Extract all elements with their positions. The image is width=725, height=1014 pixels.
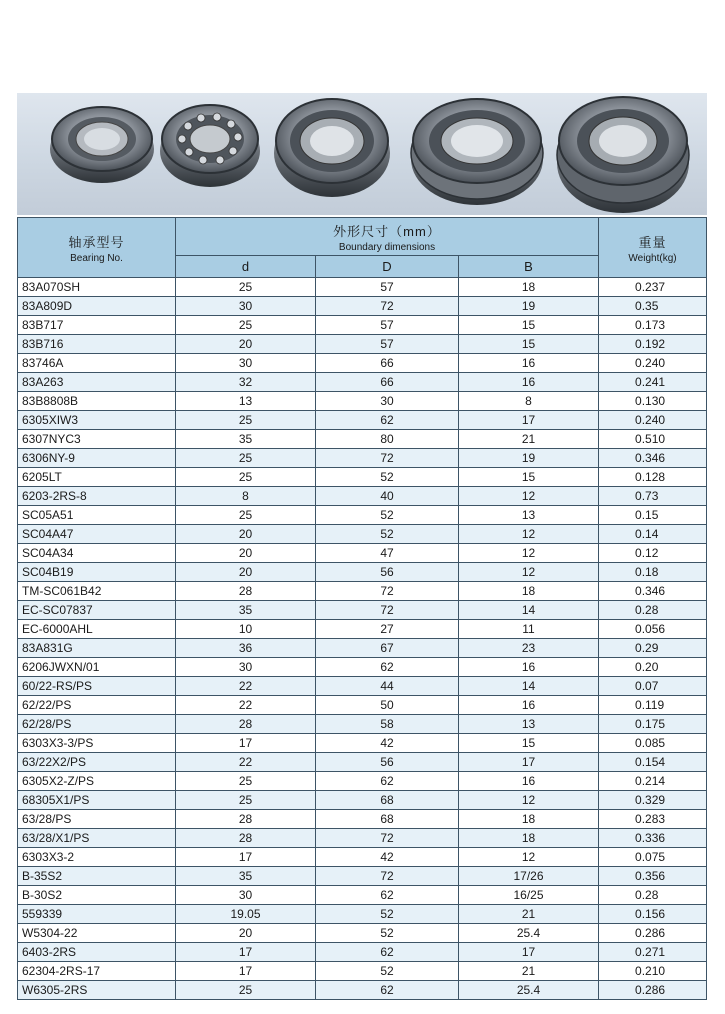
width-B-cell: 15 [459,316,599,335]
table-row [18,297,707,316]
inner-diameter-d-cell: 8 [176,487,316,506]
table-row [18,354,707,373]
bearing-no-cell: 6303X3-3/PS [18,734,176,753]
bearing-image-4 [411,99,543,205]
outer-diameter-D-cell: 57 [316,316,459,335]
weight-cell: 0.271 [599,943,707,962]
table-row [18,544,707,563]
outer-diameter-D-cell: 57 [316,335,459,354]
header-col-B: B [459,256,599,278]
outer-diameter-D-cell: 57 [316,278,459,297]
inner-diameter-d-cell: 28 [176,829,316,848]
weight-cell: 0.336 [599,829,707,848]
bearing-no-cell: 83746A [18,354,176,373]
outer-diameter-D-cell: 56 [316,753,459,772]
outer-diameter-D-cell: 68 [316,791,459,810]
bearing-no-cell: 83A809D [18,297,176,316]
width-B-cell: 18 [459,810,599,829]
bearing-no-cell: 62304-2RS-17 [18,962,176,981]
table-row [18,829,707,848]
width-B-cell: 21 [459,962,599,981]
inner-diameter-d-cell: 19.05 [176,905,316,924]
bearing-no-cell: SC05A51 [18,506,176,525]
width-B-cell: 23 [459,639,599,658]
table-row [18,886,707,905]
header-weight [599,218,707,278]
outer-diameter-D-cell: 50 [316,696,459,715]
table-row [18,639,707,658]
inner-diameter-d-cell: 17 [176,962,316,981]
table-row [18,620,707,639]
table-row [18,981,707,1000]
bearing-no-cell: 6205LT [18,468,176,487]
width-B-cell: 21 [459,430,599,449]
weight-cell: 0.156 [599,905,707,924]
table-row [18,449,707,468]
width-B-cell: 14 [459,677,599,696]
bearing-no-cell: 83B717 [18,316,176,335]
weight-cell: 0.18 [599,563,707,582]
bearing-no-cell: 6206JWXN/01 [18,658,176,677]
outer-diameter-D-cell: 42 [316,734,459,753]
bearing-no-cell: 83B716 [18,335,176,354]
weight-cell: 0.173 [599,316,707,335]
table-row [18,658,707,677]
weight-cell: 0.73 [599,487,707,506]
width-B-cell: 16 [459,658,599,677]
bearing-image-2 [160,105,260,187]
weight-cell: 0.210 [599,962,707,981]
inner-diameter-d-cell: 25 [176,449,316,468]
width-B-cell: 17 [459,753,599,772]
weight-cell: 0.214 [599,772,707,791]
width-B-cell: 18 [459,582,599,601]
bearing-no-cell: 6403-2RS [18,943,176,962]
bearing-no-cell: 62/22/PS [18,696,176,715]
width-B-cell: 25.4 [459,924,599,943]
weight-cell: 0.241 [599,373,707,392]
width-B-cell: 14 [459,601,599,620]
outer-diameter-D-cell: 68 [316,810,459,829]
inner-diameter-d-cell: 28 [176,582,316,601]
weight-cell: 0.07 [599,677,707,696]
outer-diameter-D-cell: 27 [316,620,459,639]
bearing-no-cell: 62/28/PS [18,715,176,734]
weight-cell: 0.28 [599,886,707,905]
weight-cell: 0.130 [599,392,707,411]
inner-diameter-d-cell: 28 [176,715,316,734]
width-B-cell: 13 [459,506,599,525]
outer-diameter-D-cell: 62 [316,886,459,905]
weight-cell: 0.075 [599,848,707,867]
outer-diameter-D-cell: 52 [316,924,459,943]
weight-cell: 0.240 [599,411,707,430]
outer-diameter-D-cell: 72 [316,601,459,620]
width-B-cell: 25.4 [459,981,599,1000]
weight-cell: 0.154 [599,753,707,772]
outer-diameter-D-cell: 52 [316,962,459,981]
header-bearing-no [18,218,176,278]
bearing-spec-table-container [17,217,707,1000]
inner-diameter-d-cell: 25 [176,772,316,791]
bearing-image-3 [274,99,390,197]
table-row [18,335,707,354]
inner-diameter-d-cell: 32 [176,373,316,392]
inner-diameter-d-cell: 25 [176,506,316,525]
width-B-cell: 17/26 [459,867,599,886]
table-row [18,582,707,601]
outer-diameter-D-cell: 80 [316,430,459,449]
table-row [18,848,707,867]
header-weight-cn: 重量 [638,234,667,250]
outer-diameter-D-cell: 44 [316,677,459,696]
bearing-no-cell: 6305X2-Z/PS [18,772,176,791]
outer-diameter-D-cell: 40 [316,487,459,506]
outer-diameter-D-cell: 72 [316,297,459,316]
width-B-cell: 12 [459,563,599,582]
outer-diameter-D-cell: 52 [316,905,459,924]
inner-diameter-d-cell: 17 [176,734,316,753]
inner-diameter-d-cell: 30 [176,297,316,316]
table-row [18,373,707,392]
inner-diameter-d-cell: 17 [176,943,316,962]
width-B-cell: 15 [459,468,599,487]
outer-diameter-D-cell: 58 [316,715,459,734]
table-body [18,278,707,1000]
inner-diameter-d-cell: 35 [176,867,316,886]
weight-cell: 0.283 [599,810,707,829]
bearing-no-cell: 559339 [18,905,176,924]
table-row [18,278,707,297]
bearing-spec-table [17,217,707,1000]
bearing-no-cell: 6305XIW3 [18,411,176,430]
table-row [18,392,707,411]
outer-diameter-D-cell: 66 [316,373,459,392]
width-B-cell: 19 [459,297,599,316]
inner-diameter-d-cell: 20 [176,544,316,563]
outer-diameter-D-cell: 52 [316,506,459,525]
table-row [18,468,707,487]
bearing-no-cell: 68305X1/PS [18,791,176,810]
inner-diameter-d-cell: 25 [176,468,316,487]
width-B-cell: 18 [459,829,599,848]
outer-diameter-D-cell: 52 [316,525,459,544]
outer-diameter-D-cell: 42 [316,848,459,867]
outer-diameter-D-cell: 62 [316,943,459,962]
weight-cell: 0.240 [599,354,707,373]
bearing-no-cell: 6307NYC3 [18,430,176,449]
bearing-no-cell: 6303X3-2 [18,848,176,867]
outer-diameter-D-cell: 72 [316,867,459,886]
bearing-image-5 [557,97,689,213]
bearing-no-cell: SC04A47 [18,525,176,544]
table-row [18,677,707,696]
header-bearing-no-en: Bearing No. [70,252,123,264]
bearing-no-cell: B-30S2 [18,886,176,905]
bearing-no-cell: 63/28/PS [18,810,176,829]
inner-diameter-d-cell: 22 [176,696,316,715]
weight-cell: 0.12 [599,544,707,563]
weight-cell: 0.346 [599,449,707,468]
bearing-no-cell: 63/28/X1/PS [18,829,176,848]
inner-diameter-d-cell: 30 [176,658,316,677]
table-row [18,753,707,772]
inner-diameter-d-cell: 35 [176,601,316,620]
table-row [18,734,707,753]
bearing-no-cell: 63/22X2/PS [18,753,176,772]
outer-diameter-D-cell: 72 [316,829,459,848]
weight-cell: 0.14 [599,525,707,544]
bearing-no-cell: 6306NY-9 [18,449,176,468]
weight-cell: 0.356 [599,867,707,886]
width-B-cell: 16/25 [459,886,599,905]
bearing-photos [17,93,707,215]
outer-diameter-D-cell: 72 [316,582,459,601]
width-B-cell: 12 [459,791,599,810]
weight-cell: 0.329 [599,791,707,810]
width-B-cell: 16 [459,354,599,373]
bearing-no-cell: 83A831G [18,639,176,658]
header-dimensions-cn: 外形尺寸（mm） [333,223,441,239]
inner-diameter-d-cell: 30 [176,354,316,373]
header-boundary-dimensions [176,218,599,256]
width-B-cell: 12 [459,487,599,506]
outer-diameter-D-cell: 72 [316,449,459,468]
weight-cell: 0.119 [599,696,707,715]
table-row [18,924,707,943]
bearing-no-cell: W5304-22 [18,924,176,943]
bearing-no-cell: 6203-2RS-8 [18,487,176,506]
inner-diameter-d-cell: 36 [176,639,316,658]
width-B-cell: 17 [459,411,599,430]
bearing-no-cell: EC-6000AHL [18,620,176,639]
inner-diameter-d-cell: 25 [176,278,316,297]
weight-cell: 0.237 [599,278,707,297]
table-row [18,487,707,506]
bearing-no-cell: SC04A34 [18,544,176,563]
header-col-D: D [316,256,459,278]
bearing-no-cell: SC04B19 [18,563,176,582]
table-row [18,905,707,924]
table-row [18,430,707,449]
table-row [18,563,707,582]
inner-diameter-d-cell: 20 [176,924,316,943]
width-B-cell: 8 [459,392,599,411]
table-row [18,810,707,829]
weight-cell: 0.346 [599,582,707,601]
bearing-no-cell: 83A070SH [18,278,176,297]
weight-cell: 0.35 [599,297,707,316]
width-B-cell: 17 [459,943,599,962]
width-B-cell: 16 [459,696,599,715]
inner-diameter-d-cell: 25 [176,411,316,430]
table-row [18,696,707,715]
product-photo-banner [17,93,707,215]
header-weight-en: Weight(kg) [628,252,677,264]
width-B-cell: 12 [459,544,599,563]
inner-diameter-d-cell: 20 [176,525,316,544]
bearing-no-cell: W6305-2RS [18,981,176,1000]
table-row [18,962,707,981]
weight-cell: 0.192 [599,335,707,354]
header-col-d: d [176,256,316,278]
width-B-cell: 12 [459,525,599,544]
width-B-cell: 13 [459,715,599,734]
bearing-no-cell: TM-SC061B42 [18,582,176,601]
table-row [18,791,707,810]
outer-diameter-D-cell: 62 [316,981,459,1000]
inner-diameter-d-cell: 25 [176,791,316,810]
outer-diameter-D-cell: 67 [316,639,459,658]
weight-cell: 0.510 [599,430,707,449]
outer-diameter-D-cell: 62 [316,772,459,791]
weight-cell: 0.056 [599,620,707,639]
table-row [18,867,707,886]
table-row [18,316,707,335]
outer-diameter-D-cell: 66 [316,354,459,373]
weight-cell: 0.28 [599,601,707,620]
weight-cell: 0.085 [599,734,707,753]
weight-cell: 0.128 [599,468,707,487]
table-row [18,772,707,791]
inner-diameter-d-cell: 10 [176,620,316,639]
bearing-no-cell: EC-SC07837 [18,601,176,620]
weight-cell: 0.29 [599,639,707,658]
table-row [18,943,707,962]
bearing-image-1 [50,107,154,183]
inner-diameter-d-cell: 22 [176,677,316,696]
bearing-no-cell: 60/22-RS/PS [18,677,176,696]
inner-diameter-d-cell: 20 [176,563,316,582]
inner-diameter-d-cell: 30 [176,886,316,905]
inner-diameter-d-cell: 22 [176,753,316,772]
width-B-cell: 15 [459,734,599,753]
width-B-cell: 19 [459,449,599,468]
header-dimensions-en: Boundary dimensions [338,241,436,253]
outer-diameter-D-cell: 62 [316,658,459,677]
table-row [18,601,707,620]
outer-diameter-D-cell: 62 [316,411,459,430]
outer-diameter-D-cell: 52 [316,468,459,487]
inner-diameter-d-cell: 17 [176,848,316,867]
inner-diameter-d-cell: 28 [176,810,316,829]
outer-diameter-D-cell: 47 [316,544,459,563]
inner-diameter-d-cell: 20 [176,335,316,354]
weight-cell: 0.286 [599,981,707,1000]
table-row [18,525,707,544]
width-B-cell: 15 [459,335,599,354]
inner-diameter-d-cell: 35 [176,430,316,449]
weight-cell: 0.175 [599,715,707,734]
width-B-cell: 11 [459,620,599,639]
width-B-cell: 18 [459,278,599,297]
outer-diameter-D-cell: 30 [316,392,459,411]
width-B-cell: 21 [459,905,599,924]
width-B-cell: 16 [459,373,599,392]
bearing-no-cell: 83B8808B [18,392,176,411]
outer-diameter-D-cell: 56 [316,563,459,582]
table-row [18,715,707,734]
weight-cell: 0.286 [599,924,707,943]
inner-diameter-d-cell: 25 [176,981,316,1000]
table-row [18,411,707,430]
width-B-cell: 16 [459,772,599,791]
bearing-no-cell: 83A263 [18,373,176,392]
bearing-no-cell: B-35S2 [18,867,176,886]
inner-diameter-d-cell: 13 [176,392,316,411]
table-row [18,506,707,525]
header-bearing-no-cn: 轴承型号 [68,234,125,250]
weight-cell: 0.20 [599,658,707,677]
weight-cell: 0.15 [599,506,707,525]
inner-diameter-d-cell: 25 [176,316,316,335]
width-B-cell: 12 [459,848,599,867]
